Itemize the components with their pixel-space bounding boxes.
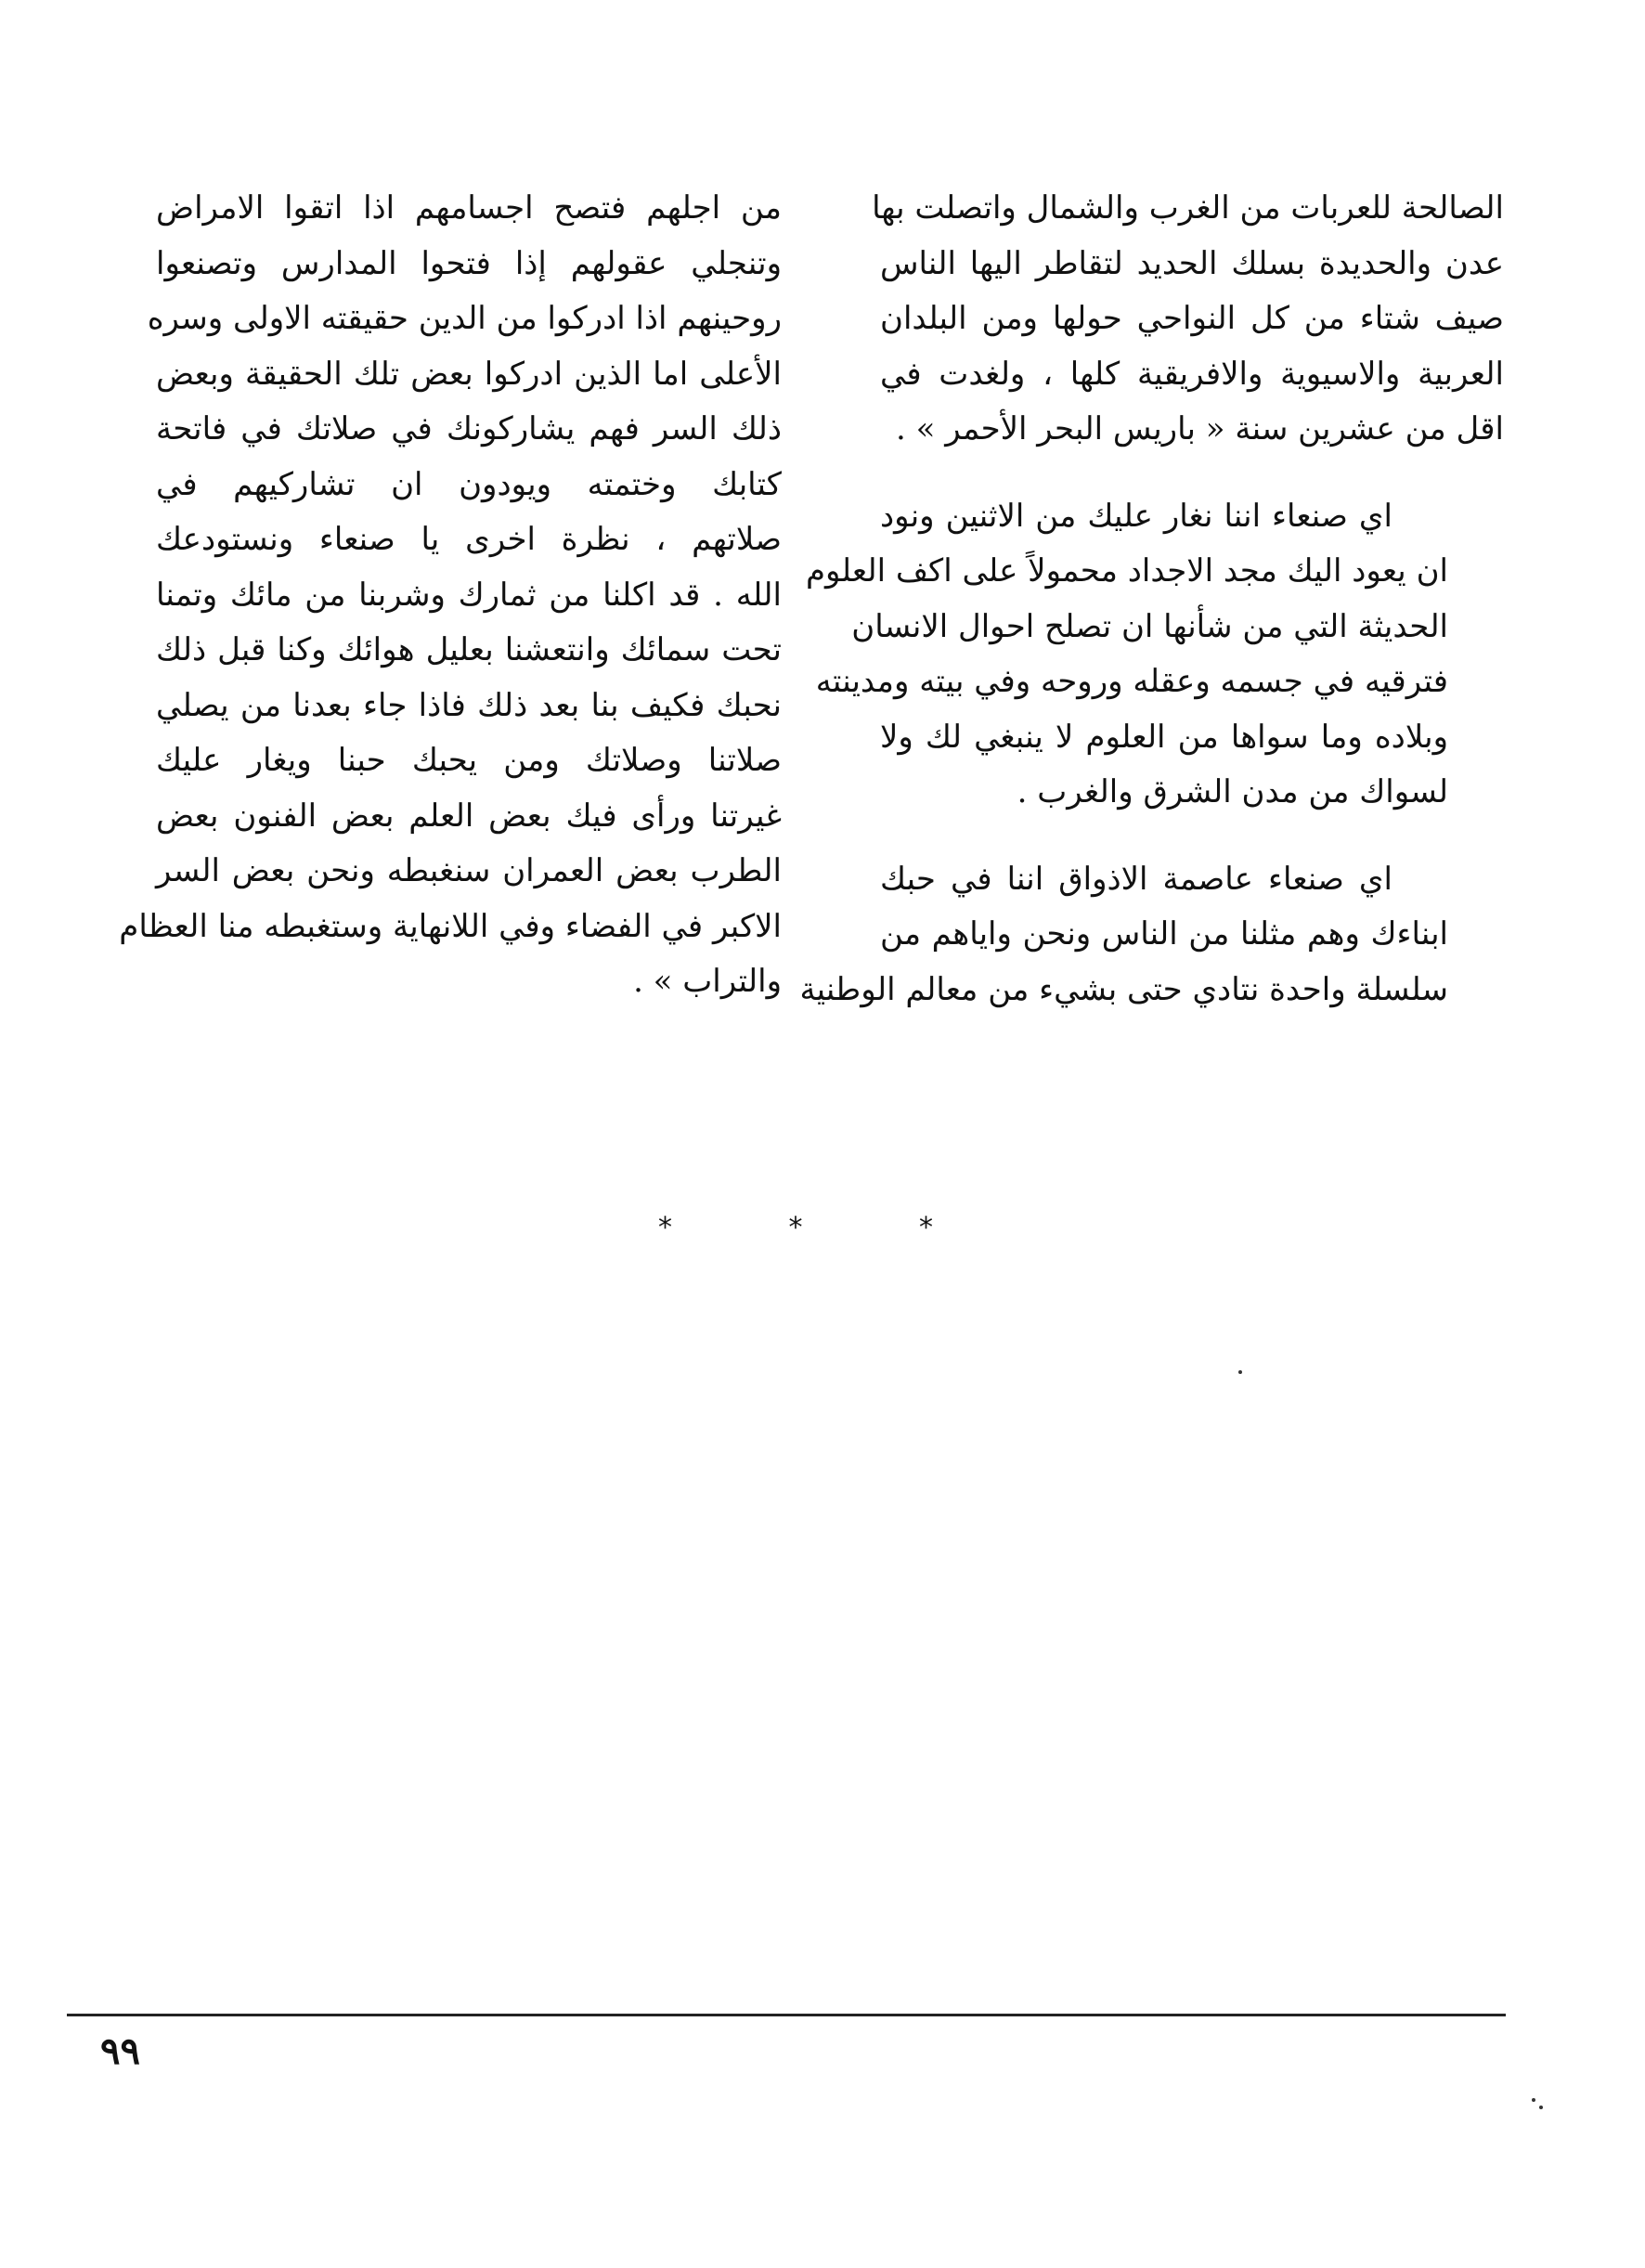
left-column xyxy=(119,181,782,1042)
text-line: فترقيه في جسمه وعقله وروحه وفي بيته ومدينته xyxy=(815,663,1448,700)
text-line: تحت سمائك وانتعشنا بعليل هوائك وكنا قبل ذلك xyxy=(156,631,782,668)
text-line: غيرتنا ورأى فيك بعض العلم بعض الفنون بعض xyxy=(156,797,782,835)
text-line: من اجلهم فتصح اجسامهم اذا اتقوا الامراض xyxy=(156,189,782,227)
text-line: الطرب بعض العمران سنغبطه ونحن بعض السر xyxy=(156,852,782,889)
text-line: سلسلة واحدة نتادي حتى بشيء من معالم الوطنية xyxy=(799,970,1448,1008)
footer-rule xyxy=(67,2014,1506,2016)
paragraph xyxy=(119,181,782,1010)
text-line: صلاتنا وصلاتك ومن يحبك حبنا ويغار عليك xyxy=(156,742,782,779)
text-line: لسواك من مدن الشرق والغرب . xyxy=(1017,773,1448,810)
text-line: روحينهم اذا ادركوا من الدين حقيقته الاولى وسره xyxy=(147,300,782,337)
text-line: صلاتهم ، نظرة اخرى يا صنعاء ونستودعك xyxy=(156,521,782,558)
section-divider: * * * xyxy=(657,1212,988,1244)
paragraph xyxy=(872,181,1504,458)
text-line: اي صنعاء عاصمة الاذواق اننا في حبك xyxy=(880,860,1392,898)
paragraph xyxy=(799,852,1504,1018)
text-line: عدن والحديدة بسلك الحديد لتقاطر اليها الناس xyxy=(880,244,1504,282)
text-line: الأعلى اما الذين ادركوا بعض تلك الحقيقة وبعض xyxy=(156,355,782,393)
print-speck xyxy=(1539,2106,1543,2109)
right-column xyxy=(799,181,1504,1049)
paragraph xyxy=(805,489,1504,821)
text-line: الحديثة التي من شأنها ان تصلح احوال الانسان xyxy=(851,607,1448,645)
text-line: الاكبر في الفضاء وفي اللانهاية وستغبطه منا العظام xyxy=(119,907,782,945)
text-line: الله . قد اكلنا من ثمارك وشربنا من مائك وتمنا xyxy=(156,576,782,614)
page-number: ٩٩ xyxy=(100,2029,140,2073)
text-line: والتراب » . xyxy=(633,963,782,1000)
text-line: ذلك السر فهم يشاركونك في صلاتك في فاتحة xyxy=(156,410,782,447)
text-line: صيف شتاء من كل النواحي حولها ومن البلدان xyxy=(880,300,1504,337)
text-line: الصالحة للعربات من الغرب والشمال واتصلت بها xyxy=(872,189,1504,227)
text-line: ان يعود اليك مجد الاجداد محمولاً على اكف العلوم xyxy=(805,552,1448,590)
text-line: نحبك فكيف بنا بعد ذلك فاذا جاء بعدنا من يصلي xyxy=(156,686,782,724)
text-line: اي صنعاء اننا نغار عليك من الاثنين ونود xyxy=(880,497,1392,535)
text-line: وبلاده وما سواها من العلوم لا ينبغي لك ولا xyxy=(880,718,1448,756)
text-line: ابناءك وهم مثلنا من الناس ونحن واياهم من xyxy=(880,915,1448,953)
text-line: كتابك وختمته ويودون ان تشاركيهم في xyxy=(156,465,782,503)
text-line: العربية والاسيوية والافريقية كلها ، ولغدت في xyxy=(880,355,1504,393)
print-speck xyxy=(1238,1370,1242,1374)
text-line: اقل من عشرين سنة « باريس البحر الأحمر » . xyxy=(895,410,1504,447)
print-speck xyxy=(1532,2098,1535,2102)
text-line: وتنجلي عقولهم إذا فتحوا المدارس وتصنعوا xyxy=(156,244,782,282)
